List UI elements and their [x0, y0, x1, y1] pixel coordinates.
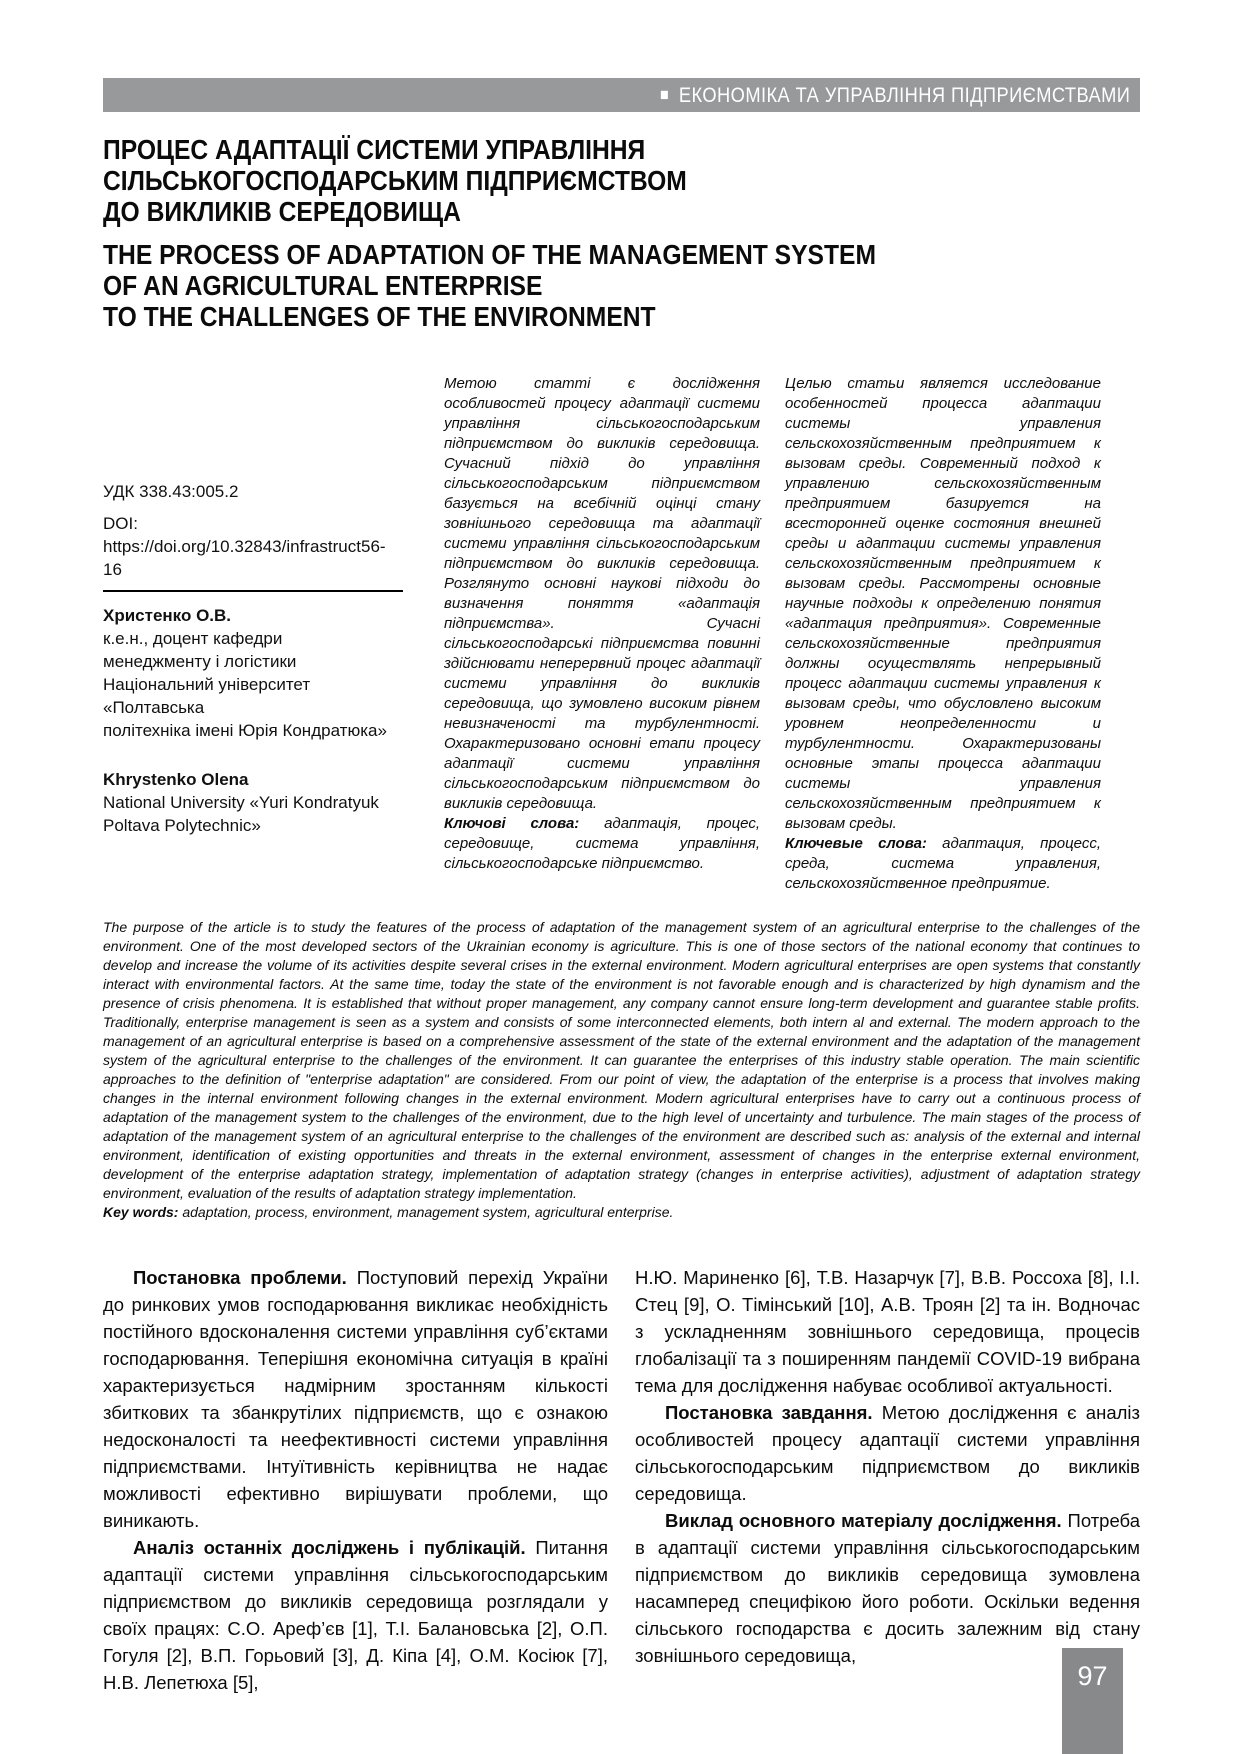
- paragraph-text: Метою дослідження є аналіз особливостей процесу адаптації системи управління сільськогосподарським підприємством до викликів середовища.: [635, 1402, 1140, 1504]
- article-title-uk-line: СІЛЬСЬКОГОСПОДАРСЬКИМ ПІДПРИЄМСТВОМ: [103, 165, 687, 196]
- article-title-en: [103, 239, 1016, 332]
- paragraph-lead: Постановка завдання.: [665, 1402, 873, 1423]
- keywords-label-en: Key words:: [103, 1204, 179, 1220]
- meta-divider: [103, 590, 403, 592]
- author-affiliation-uk-line: Національний університет «Полтавська: [103, 675, 311, 717]
- article-title-uk-line: ПРОЦЕС АДАПТАЦІЇ СИСТЕМИ УПРАВЛІННЯ: [103, 134, 646, 165]
- section-header-bar: [103, 78, 1140, 112]
- author-name-uk: Христенко О.В.: [103, 606, 232, 625]
- paragraph-problem-statement: [103, 1264, 608, 1534]
- abstract-ru-keywords: [785, 834, 1101, 894]
- article-title-en-line: TO THE CHALLENGES OF THE ENVIRONMENT: [103, 301, 656, 332]
- author-name-en: Khrystenko Olena: [103, 770, 249, 789]
- paragraph-literature-review: [103, 1534, 608, 1696]
- author-block-en: [103, 768, 403, 837]
- section-label: ЕКОНОМІКА ТА УПРАВЛІННЯ ПІДПРИЄМСТВАМИ: [678, 82, 1130, 107]
- abstract-en: [103, 918, 1140, 1222]
- article-title-en-line: THE PROCESS OF ADAPTATION OF THE MANAGEMENT SYSTEM: [103, 239, 876, 270]
- keywords-label-uk: Ключові слова:: [444, 815, 580, 832]
- author-affiliation-en-line: Poltava Polytechnic»: [103, 816, 261, 835]
- body-column-right: [635, 1264, 1140, 1696]
- paragraph-main-material: [635, 1507, 1140, 1669]
- paragraph-task-statement: [635, 1399, 1140, 1507]
- square-bullet-icon: ■: [659, 84, 669, 104]
- abstract-uk-keywords: [444, 814, 760, 874]
- paragraph-text: Потреба в адаптації системи управління сільськогосподарським підприємством до викликів середовища зумовлена насамперед специфікою його роботи. Оскільки ведення сільського господарства є досить залежним від стану зовнішнього середовища,: [635, 1510, 1140, 1666]
- author-affiliation-uk-line: менеджменту і логістики: [103, 652, 297, 671]
- abstract-uk-body: Метою статті є дослідження особливостей процесу адаптації системи управління сільськогосподарським підприємством до викликів середовища. Сучасний підхід до управління сільськогосподарським підприємством базується на всебічній оцінці стану зовнішнього середовища та адаптації системи управління сільськогосподарським підприємством до викликів середовища. Розглянуто основні наукові підходи до визначення поняття «адаптація підприємства». Сучасні сільськогосподарські підприємства повинні здійснювати неперервний процес адаптації системи управління до викликів середовища, що зумовлено високим рівнем невизначеності та турбулентності. Охарактеризовано основні етапи процесу адаптації системи управління сільськогосподарським підприємством до викликів середовища.: [444, 375, 760, 812]
- paragraph-lead: Аналіз останніх досліджень і публікацій.: [133, 1537, 526, 1558]
- abstract-en-keywords: [103, 1203, 1140, 1222]
- paragraph-lead: Виклад основного матеріалу дослідження.: [665, 1510, 1062, 1531]
- article-body: [103, 1264, 1140, 1696]
- paragraph-text: Питання адаптації системи управління сільськогосподарським підприємством до викликів середовища розглядали у своїх працях: С.О. Ареф’єв [1], Т.І. Балановська [2], О.П. Гогуля [2], В.П. Горьовий [3], Д. Кіпа [4], О.М. Косіюк [7], Н.В. Лепетюха [5],: [103, 1537, 608, 1693]
- meta-abstracts-row: [103, 374, 1140, 894]
- abstract-en-body: The purpose of the article is to study the features of the process of adaptation of the management system of an agricultural enterprise to the challenges of the environment. One of the most developed sectors of the Ukrainian economy is agriculture. This is one of those sectors of the national economy that continues to develop and increase the volume of its activities despite several crises in the external environment. Modern agricultural enterprises are open systems that constantly interact with environmental factors. At the same time, today the state of the environment is not favorable enough and is characterized by high dynamism and the presence of crisis phenomena. It is established that without proper management, any company cannot ensure long-term development and guarantee stable profits. Traditionally, enterprise management is seen as a system and consists of some interconnected elements, both intern al and external. The modern approach to the management of an agricultural enterprise is based on a comprehensive assessment of the state of the external environment and the adaptation of the management system of the agricultural enterprise to the challenges of the environment. It can guarantee the enterprises of this industry stable operation. The main scientific approaches to the definition of "enterprise adaptation" are considered. From our point of view, the adaptation of the enterprise is a process that involves making changes in the internal environment following changes in the external environment. Modern agricultural enterprises have to carry out a continuous process of adaptation of the management system to the challenges of the environment, due to the high level of uncertainty and turbulence. The main stages of the process of adaptation of the management system of an agricultural enterprise to the challenges of the environment are described such as: analysis of the external and internal environment, identification of existing opportunities and threats in the external environment, assessment of changes in the enterprise external environment, development of the enterprise adaptation strategy, implementation of adaptation strategy (changes in enterprise activities), adjustment of adaptation strategy environment, evaluation of the results of adaptation strategy implementation.: [103, 919, 1140, 1201]
- udc-code: УДК 338.43:005.2: [103, 482, 239, 501]
- author-affiliation-en-line: National University «Yuri Kondratyuk: [103, 793, 379, 812]
- abstract-ru-body: Целью статьи является исследование особенностей процесса адаптации системы управления сельскохозяйственным предприятием к вызовам среды. Современный подход к управлению сельскохозяйственным предприятием базируется на всесторонней оценке состояния внешней среды и адаптации системы управления сельскохозяйственным предприятием к вызовам среды. Рассмотрены основные научные подходы к определению понятия «адаптация предприятия». Современные сельскохозяйственные предприятия должны осуществлять непрерывный процесс адаптации системы управления к вызовам среды, что обусловлено высоким уровнем неопределенности и турбулентности. Охарактеризованы основные этапы процесса адаптации системы управления сельскохозяйственным предприятием к вызовам среды.: [785, 375, 1101, 832]
- paragraph-continuation: [635, 1264, 1140, 1399]
- page-number: [1062, 1648, 1123, 1754]
- article-title-uk-line: ДО ВИКЛИКІВ СЕРЕДОВИЩА: [103, 196, 461, 227]
- keywords-label-ru: Ключевые слова:: [785, 835, 927, 852]
- paragraph-text: Н.Ю. Мариненко [6], Т.В. Назарчук [7], В.В. Россоха [8], І.І. Стец [9], О. Тімінський [10], А.В. Троян [2] та ін. Водночас з ускладненням зовнішнього середовища, процесів глобалізації та з поширенням пандемії COVID-19 вибрана тема для дослідження набуває особливої актуальності.: [635, 1267, 1140, 1396]
- author-affiliation-uk-line: політехніка імені Юрія Кондратюка»: [103, 721, 387, 740]
- article-title-en-line: OF AN AGRICULTURAL ENTERPRISE: [103, 270, 543, 301]
- keywords-en: adaptation, process, environment, management system, agricultural enterprise.: [182, 1204, 674, 1220]
- article-title-uk: [103, 134, 1016, 227]
- doi-link[interactable]: DOI: https://doi.org/10.32843/infrastruct56-16: [103, 514, 386, 579]
- abstract-ru: [785, 374, 1101, 894]
- abstract-uk: [444, 374, 760, 874]
- keywords-uk: адаптація, процес, середовище, система управління, сільськогосподарське підприємство.: [444, 815, 760, 872]
- meta-column: [103, 374, 403, 837]
- body-column-left: [103, 1264, 608, 1696]
- page-number-value: 97: [1077, 1661, 1108, 1691]
- author-affiliation-uk-line: к.е.н., доцент кафедри: [103, 629, 283, 648]
- section-header-inner: [660, 83, 1130, 108]
- paragraph-text: Поступовий перехід України до ринкових умов господарювання викликає необхідність постійного вдосконалення системи управління суб’єктами господарювання. Теперішня економічна ситуація в країні характеризується надмірним зростанням кількості збиткових та збанкрутілих підприємств, що є ознакою недосконалості та неефективності системи управління підприємствами. Інтуїтивність керівництва не надає можливості ефективно вирішувати проблеми, що виникають.: [103, 1267, 608, 1531]
- keywords-ru: адаптация, процесс, среда, система управления, сельскохозяйственное предприятие.: [785, 835, 1102, 892]
- paragraph-lead: Постановка проблеми.: [133, 1267, 347, 1288]
